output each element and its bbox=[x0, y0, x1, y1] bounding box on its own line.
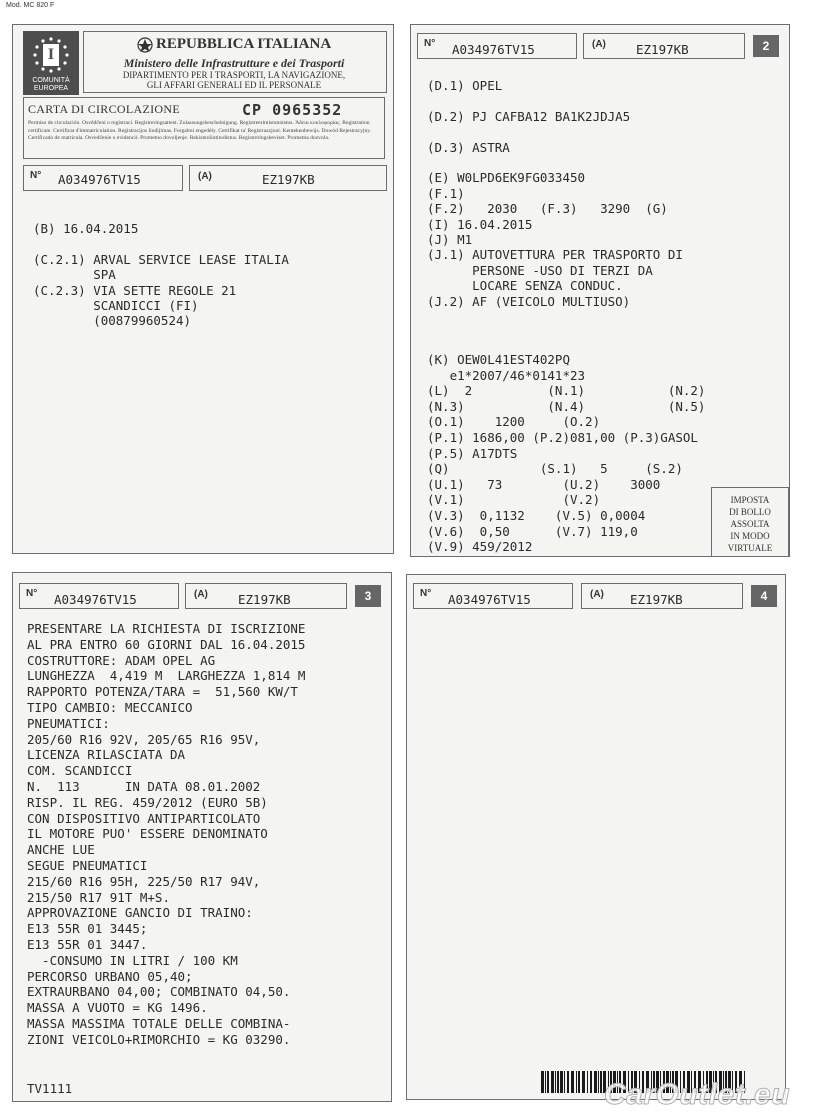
text-line: (P.1) 1686,00 (P.2)081,00 (P.3)GASOL bbox=[427, 429, 698, 445]
text-line: (D.3) ASTRA bbox=[427, 139, 510, 155]
ministry-name: Ministero delle Infrastrutture e dei Trasporti bbox=[123, 56, 345, 70]
ministry-header bbox=[83, 31, 387, 93]
text-line: (I) 16.04.2015 bbox=[427, 216, 533, 232]
barcode-bar bbox=[560, 1071, 563, 1093]
plate-number: EZ197KB bbox=[262, 172, 315, 187]
text-line: (00879960524) bbox=[33, 313, 192, 329]
text-line bbox=[427, 124, 683, 139]
barcode-bar bbox=[557, 1071, 559, 1093]
text-line: (J.1) AUTOVETTURA PER TRASPORTO DI bbox=[427, 247, 683, 263]
stamp-line: VIRTUALE bbox=[727, 543, 773, 553]
tax-stamp bbox=[711, 487, 789, 557]
a-label: (A) bbox=[198, 171, 212, 182]
text-line: (V.3) 0,1132 (V.5) 0,0004 bbox=[427, 507, 646, 523]
panel-4 bbox=[406, 574, 786, 1100]
barcode-bar bbox=[587, 1071, 588, 1093]
text-line bbox=[427, 155, 683, 170]
barcode-bar bbox=[582, 1071, 585, 1093]
stamp-line: IN MODO bbox=[730, 531, 770, 541]
stamp-line: DI BOLLO bbox=[729, 507, 771, 517]
text-line: AL PRA ENTRO 60 GIORNI DAL 16.04.2015 bbox=[27, 636, 306, 652]
registration-number-box bbox=[23, 165, 183, 191]
text-line: (N.3) (N.4) (N.5) bbox=[427, 398, 706, 414]
text-line: (C.2.1) ARVAL SERVICE LEASE ITALIA bbox=[33, 251, 289, 267]
text-line: PERSONE -USO DI TERZI DA bbox=[427, 262, 653, 278]
text-line: (V.6) 0,50 (V.7) 119,0 bbox=[427, 523, 638, 539]
text-line: SEGUE PNEUMATICI bbox=[27, 857, 148, 873]
registration-number-box bbox=[413, 583, 573, 609]
text-line: RISP. IL REG. 459/2012 (EURO 5B) bbox=[27, 794, 268, 810]
text-line: (J.2) AF (VEICOLO MULTIUSO) bbox=[427, 293, 631, 309]
document-title-box bbox=[23, 97, 385, 159]
text-line bbox=[427, 93, 683, 108]
text-line: (F.2) 2030 (F.3) 3290 (G) bbox=[427, 201, 668, 217]
text-line: 215/50 R17 91T M+S. bbox=[27, 889, 170, 905]
owner-details bbox=[33, 221, 289, 329]
n-label: N° bbox=[26, 588, 38, 599]
text-line: MASSA MASSIMA TOTALE DELLE COMBINA- bbox=[27, 1015, 291, 1031]
barcode-bar bbox=[576, 1071, 577, 1093]
text-line: ANCHE LUE bbox=[27, 842, 95, 858]
registration-number: A034976TV15 bbox=[452, 42, 535, 57]
barcode-bar bbox=[545, 1071, 546, 1093]
barcode-bar bbox=[590, 1071, 592, 1093]
text-line: (L) 2 (N.1) (N.2) bbox=[427, 383, 706, 399]
plate-box bbox=[581, 583, 743, 609]
text-line: COM. SCANDICCI bbox=[27, 763, 133, 779]
text-line: (V.9) 459/2012 bbox=[427, 539, 533, 555]
panel-1 bbox=[12, 24, 394, 554]
eu-emblem bbox=[23, 31, 79, 95]
a-label: (A) bbox=[592, 39, 606, 50]
text-line: TIPO CAMBIO: MECCANICO bbox=[27, 699, 193, 715]
barcode-bar bbox=[567, 1071, 569, 1093]
text-line: RAPPORTO POTENZA/TARA = 51,560 KW/T bbox=[27, 684, 298, 700]
registration-number-box bbox=[19, 583, 179, 609]
translations-text: Permiso de circulación. Osvědčení o registraci. Registreringsattest. Zulassungsbescheinigung. Registreerimistunnistus. Άδεια κυκλοφορίας. Registration certificate. Certificat d'immatriculation. Registracijos liudijimas. Forgalmi engedély. Certifikat ta' Registrazzjoni. Kentekenbewijs. Dowód Rejestracyjny. Certificado de matrícula. Osvedčenie o evidencii. Prometno dovoljenje. Rekisteröintitodistus. Registreringsbeviset. Prometna dozvola. bbox=[28, 120, 372, 142]
stamp-line: ASSOLTA bbox=[730, 519, 770, 529]
barcode-bar bbox=[571, 1071, 574, 1093]
registration-number: A034976TV15 bbox=[58, 172, 141, 187]
barcode-bar bbox=[541, 1071, 544, 1093]
text-line: E13 55R 01 3445; bbox=[27, 921, 148, 937]
text-line: (Q) (S.1) 5 (S.2) bbox=[427, 461, 683, 477]
text-line: PERCORSO URBANO 05,40; bbox=[27, 968, 193, 984]
plate-box bbox=[189, 165, 387, 191]
panel-3 bbox=[12, 572, 392, 1102]
emblem-icon bbox=[136, 36, 154, 56]
registration-number: A034976TV15 bbox=[54, 592, 137, 607]
text-line: N. 113 IN DATA 08.01.2002 bbox=[27, 778, 261, 794]
text-line: PNEUMATICI: bbox=[27, 715, 110, 731]
stamp-line: IMPOSTA bbox=[730, 495, 770, 505]
text-line: COSTRUTTORE: ADAM OPEL AG bbox=[27, 652, 216, 668]
text-line: (U.1) 73 (U.2) 3000 bbox=[427, 476, 661, 492]
text-line: EXTRAURBANO 04,00; COMBINATO 04,50. bbox=[27, 984, 291, 1000]
panel-number: 4 bbox=[751, 585, 777, 607]
plate-number: EZ197KB bbox=[630, 592, 683, 607]
panel-number: 2 bbox=[753, 35, 779, 57]
plate-number: EZ197KB bbox=[238, 592, 291, 607]
document-code: CP 0965352 bbox=[242, 101, 343, 119]
n-label: N° bbox=[420, 588, 432, 599]
text-line: -CONSUMO IN LITRI / 100 KM bbox=[27, 952, 238, 968]
notes-text bbox=[27, 621, 305, 1048]
text-line: APPROVAZIONE GANCIO DI TRAINO: bbox=[27, 905, 253, 921]
text-line: (B) 16.04.2015 bbox=[33, 221, 139, 236]
plate-box bbox=[583, 33, 745, 59]
text-line: (D.2) PJ CAFBA12 BA1K2JDJA5 bbox=[427, 108, 631, 124]
text-line bbox=[33, 236, 289, 251]
text-line: (E) W0LPD6EK9FG033450 bbox=[427, 170, 586, 186]
panel-2 bbox=[410, 24, 790, 557]
text-line: e1*2007/46*0141*23 bbox=[427, 367, 586, 383]
barcode-bar bbox=[555, 1071, 556, 1093]
plate-box bbox=[185, 583, 347, 609]
barcode-bar bbox=[598, 1071, 599, 1093]
text-line: CON DISPOSITIVO ANTIPARTICOLATO bbox=[27, 810, 261, 826]
registration-number: A034976TV15 bbox=[448, 592, 531, 607]
n-label: N° bbox=[30, 170, 42, 181]
plate-number: EZ197KB bbox=[636, 42, 689, 57]
text-line: (C.2.3) VIA SETTE REGOLE 21 bbox=[33, 282, 237, 298]
technical-details bbox=[427, 352, 705, 555]
text-line: (F.1) bbox=[427, 185, 465, 201]
a-label: (A) bbox=[194, 589, 208, 600]
text-line: LOCARE SENZA CONDUC. bbox=[427, 278, 623, 294]
barcode-bar bbox=[551, 1071, 554, 1093]
text-line: PRESENTARE LA RICHIESTA DI ISCRIZIONE bbox=[27, 621, 306, 636]
vehicle-details bbox=[427, 78, 683, 309]
republic-title: REPUBBLICA ITALIANA bbox=[156, 36, 332, 52]
tax-stamp-text bbox=[712, 488, 788, 554]
eu-badge: I bbox=[43, 44, 59, 66]
a-label: (A) bbox=[590, 589, 604, 600]
text-line: SCANDICCI (FI) bbox=[33, 298, 199, 314]
text-line: SPA bbox=[33, 267, 116, 283]
watermark: CarOutlet.eu bbox=[604, 1078, 791, 1111]
text-line: (D.1) OPEL bbox=[427, 78, 503, 93]
barcode-bar bbox=[578, 1071, 580, 1093]
text-line: 215/60 R16 95H, 225/50 R17 94V, bbox=[27, 873, 261, 889]
barcode-bar bbox=[564, 1071, 565, 1093]
text-line: LUNGHEZZA 4,419 M LARGHEZZA 1,814 M bbox=[27, 668, 306, 684]
department-line-2: GLI AFFARI GENERALI ED IL PERSONALE bbox=[146, 80, 322, 90]
text-line: IL MOTORE PUO' ESSERE DENOMINATO bbox=[27, 826, 268, 842]
barcode-bar bbox=[600, 1071, 602, 1093]
text-line: MASSA A VUOTO = KG 1496. bbox=[27, 1000, 208, 1016]
n-label: N° bbox=[424, 38, 436, 49]
text-line: LICENZA RILASCIATA DA bbox=[27, 747, 186, 763]
text-line: (J) M1 bbox=[427, 232, 473, 248]
text-line: (O.1) 1200 (O.2) bbox=[427, 414, 601, 430]
registration-number-box bbox=[417, 33, 577, 59]
eu-label: COMUNITÀ EUROPEA bbox=[32, 77, 70, 92]
model-label: Mod. MC 820 F bbox=[6, 2, 55, 9]
text-line: E13 55R 01 3447. bbox=[27, 936, 148, 952]
panel-number: 3 bbox=[355, 585, 381, 607]
barcode-bar bbox=[594, 1071, 597, 1093]
text-line: ZIONI VEICOLO+RIMORCHIO = KG 03290. bbox=[27, 1031, 291, 1047]
text-line: (V.1) (V.2) bbox=[427, 492, 601, 508]
text-line: (P.5) A17DTS bbox=[427, 445, 518, 461]
department-line-1: DIPARTIMENTO PER I TRASPORTI, LA NAVIGAZIONE, bbox=[122, 70, 346, 80]
text-line: 205/60 R16 92V, 205/65 R16 95V, bbox=[27, 731, 261, 747]
barcode-bar bbox=[547, 1071, 549, 1093]
text-line: (K) OEW0L41EST402PQ bbox=[427, 352, 570, 367]
document-title: CARTA DI CIRCOLAZIONE bbox=[28, 102, 180, 116]
footer-code: TV1111 bbox=[27, 1081, 73, 1096]
